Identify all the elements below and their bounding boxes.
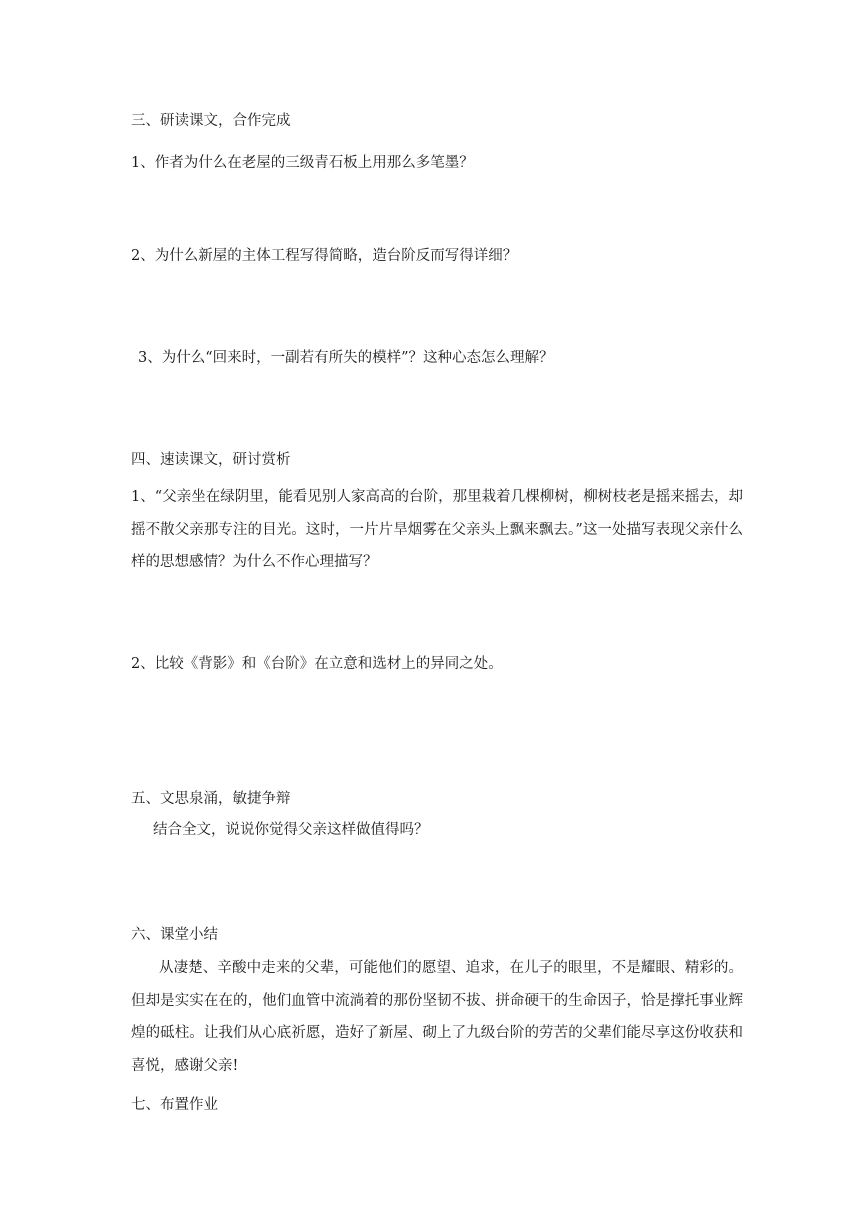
section-4-question-1: 1、“父亲坐在绿阴里，能看见别人家高高的台阶，那里栽着几棵柳树，柳树枝老是摇来摇去，却摇不散父亲那专注的目光。这时，一片片旱烟雾在父亲头上飘来飘去。”这一处描写表现父亲什么样的思想感情？为什么不作心理描写？ bbox=[131, 489, 743, 570]
section-3-question-3: 3、为什么“回来时，一副若有所失的模样”？这种心态怎么理解？ bbox=[138, 350, 554, 366]
section-6-summary: 从凄楚、辛酸中走来的父辈，可能他们的愿望、追求，在儿子的眼里，不是耀眼、精彩的。但却是实实在在的，他们血管中流淌着的那份坚韧不拔、拼命硬干的生命因子，恰是撑托事业辉煌的砥柱。让我们从心底祈愿，造好了新屋、砌上了九级台阶的劳苦的父辈们能尽享这份收获和喜悦，感谢父亲! bbox=[131, 960, 743, 1074]
section-3-question-1: 1、作者为什么在老屋的三级青石板上用那么多笔墨？ bbox=[131, 155, 474, 171]
section-4-heading: 四、速读课文，研讨赏析 bbox=[131, 452, 291, 468]
section-4-question-2: 2、比较《背影》和《台阶》在立意和选材上的异同之处。 bbox=[131, 656, 503, 672]
section-7-heading: 七、布置作业 bbox=[131, 1097, 218, 1113]
section-3-question-2: 2、为什么新屋的主体工程写得简略，造台阶反而写得详细？ bbox=[131, 248, 518, 264]
section-3-heading: 三、研读课文，合作完成 bbox=[131, 113, 291, 129]
section-6-heading: 六、课堂小结 bbox=[131, 927, 218, 943]
section-5-prompt: 结合全文，说说你觉得父亲这样做值得吗？ bbox=[153, 822, 429, 838]
section-5-heading: 五、文思泉涌，敏捷争辩 bbox=[131, 791, 291, 807]
